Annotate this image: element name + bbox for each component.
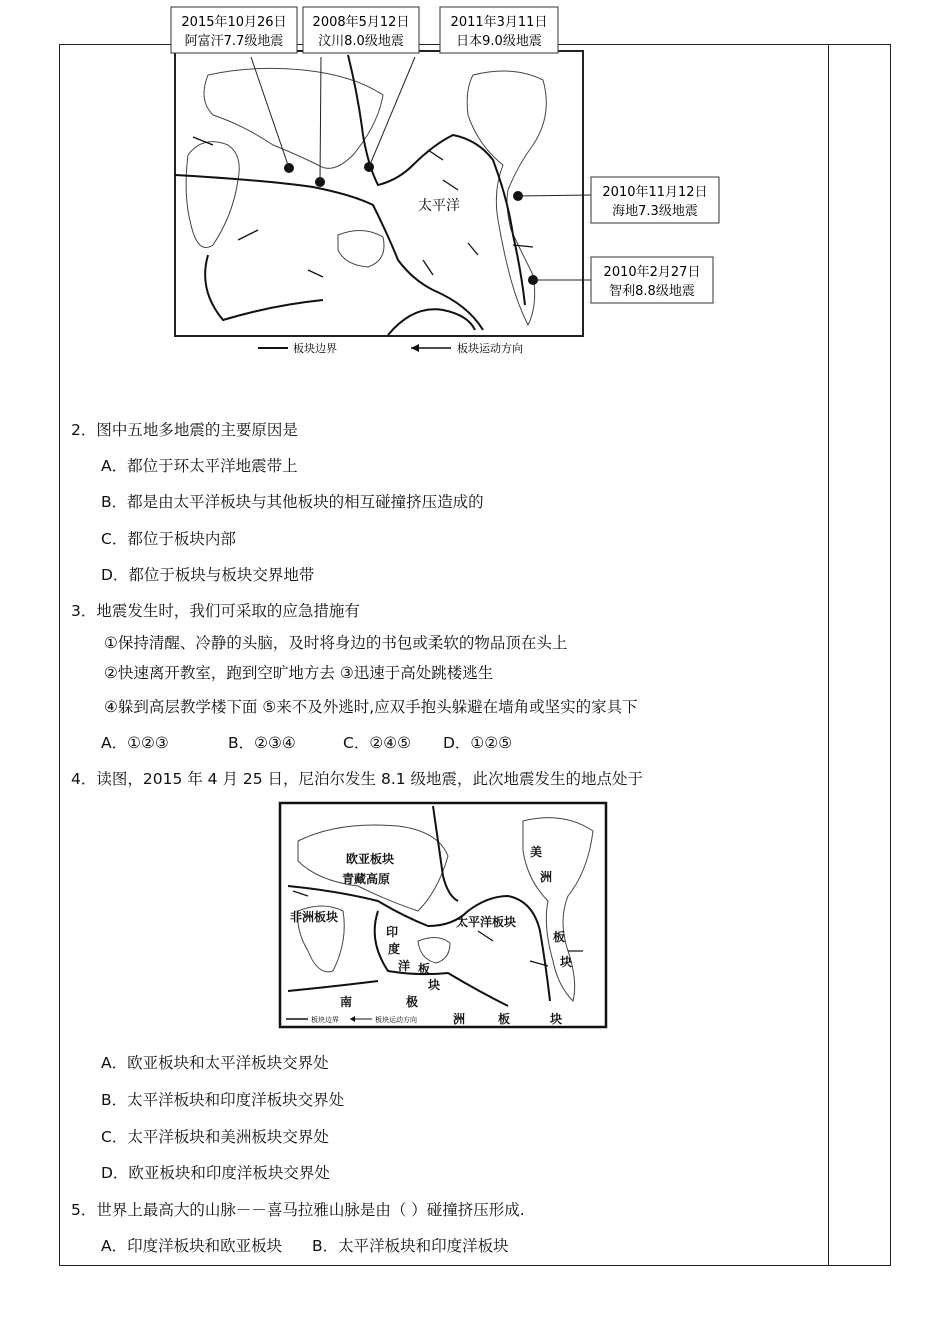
label-tibet: 青藏高原 bbox=[342, 872, 391, 886]
callout-wenchuan-date: 2008年5月12日 bbox=[312, 15, 410, 30]
map1-legend-direction: 板块运动方向 bbox=[457, 342, 523, 355]
label-indian-4: 板 bbox=[418, 962, 431, 976]
q2-option-b: B．都是由太平洋板块与其他板块的相互碰撞挤压造成的 bbox=[101, 493, 484, 511]
label-antarctic-3: 洲 bbox=[453, 1012, 466, 1026]
q4-option-d: D．欧亚板块和印度洋板块交界处 bbox=[101, 1164, 330, 1182]
label-indian-2: 度 bbox=[388, 942, 401, 956]
q2-option-a: A．都位于环太平洋地震带上 bbox=[101, 457, 298, 475]
q2-option-c: C．都位于板块内部 bbox=[101, 530, 236, 548]
label-america-2: 洲 bbox=[540, 870, 553, 884]
callout-haiti-event: 海地7.3级地震 bbox=[612, 204, 698, 219]
callout-afghanistan-event: 阿富汗7.7级地震 bbox=[184, 34, 284, 49]
ocean-label: 太平洋 bbox=[418, 198, 460, 214]
q3-option-b: B．②③④ bbox=[228, 734, 296, 752]
earthquake-map bbox=[113, 5, 708, 360]
q3-option-d: D．①②⑤ bbox=[443, 734, 513, 752]
q4-option-b: B．太平洋板块和印度洋板块交界处 bbox=[101, 1091, 345, 1109]
map2-legend-direction: 板块运动方向 bbox=[375, 1016, 417, 1024]
q3-item-1: ①保持清醒、冷静的头脑，及时将身边的书包或柔软的物品顶在头上 bbox=[104, 634, 568, 652]
label-pacific: 太平洋板块 bbox=[456, 915, 517, 929]
q5-option-a: A．印度洋板块和欧亚板块 bbox=[101, 1237, 283, 1255]
label-antarctic-2: 极 bbox=[406, 995, 419, 1009]
q4-option-a: A．欧亚板块和太平洋板块交界处 bbox=[101, 1054, 329, 1072]
q2-stem: 2．图中五地多地震的主要原因是 bbox=[71, 421, 298, 439]
callout-haiti-date: 2010年11月12日 bbox=[602, 185, 708, 200]
q2-option-d: D．都位于板块与板块交界地带 bbox=[101, 566, 315, 584]
callout-chile-date: 2010年2月27日 bbox=[603, 265, 701, 280]
callout-japan-date: 2011年3月11日 bbox=[450, 15, 548, 30]
label-antarctic-4: 板 bbox=[498, 1012, 511, 1026]
label-indian-1: 印 bbox=[386, 925, 399, 939]
q5-stem: 5．世界上最高大的山脉－－喜马拉雅山脉是由（ ）碰撞挤压形成. bbox=[71, 1201, 525, 1219]
q4-option-c: C．太平洋板块和美洲板块交界处 bbox=[101, 1128, 329, 1146]
q4-stem: 4．读图，2015 年 4 月 25 日，尼泊尔发生 8.1 级地震，此次地震发生的地点处于 bbox=[71, 770, 644, 788]
label-america-3: 板 bbox=[553, 930, 566, 944]
q3-option-a: A．①②③ bbox=[101, 734, 169, 752]
q5-option-b: B．太平洋板块和印度洋板块 bbox=[312, 1237, 509, 1255]
label-antarctic-5: 块 bbox=[550, 1012, 563, 1026]
map2-legend-boundary: 板块边界 bbox=[311, 1016, 339, 1024]
label-eurasia: 欧亚板块 bbox=[346, 852, 395, 866]
callout-chile-event: 智利8.8级地震 bbox=[609, 284, 695, 299]
label-indian-3: 洋 bbox=[398, 959, 411, 973]
callout-afghanistan-date: 2015年10月26日 bbox=[181, 15, 287, 30]
label-america-1: 美 bbox=[530, 845, 543, 859]
column-divider bbox=[828, 44, 829, 1266]
label-indian-5: 块 bbox=[428, 978, 441, 992]
map1-legend-boundary: 板块边界 bbox=[293, 342, 337, 355]
q3-option-c: C．②④⑤ bbox=[343, 734, 412, 752]
plate-map bbox=[278, 801, 608, 1031]
label-antarctic-1: 南 bbox=[340, 995, 353, 1009]
callout-japan-event: 日本9.0级地震 bbox=[456, 34, 542, 49]
q3-item-2: ②快速离开教室，跑到空旷地方去 ③迅速于高处跳楼逃生 bbox=[104, 664, 494, 682]
label-africa: 非洲板块 bbox=[290, 910, 339, 924]
q3-item-3: ④躲到高层教学楼下面 ⑤来不及外逃时,应双手抱头躲避在墙角或坚实的家具下 bbox=[104, 698, 638, 716]
label-america-4: 块 bbox=[560, 955, 573, 969]
q3-stem: 3．地震发生时，我们可采取的应急措施有 bbox=[71, 602, 360, 620]
callout-wenchuan-event: 汶川8.0级地震 bbox=[318, 34, 404, 49]
